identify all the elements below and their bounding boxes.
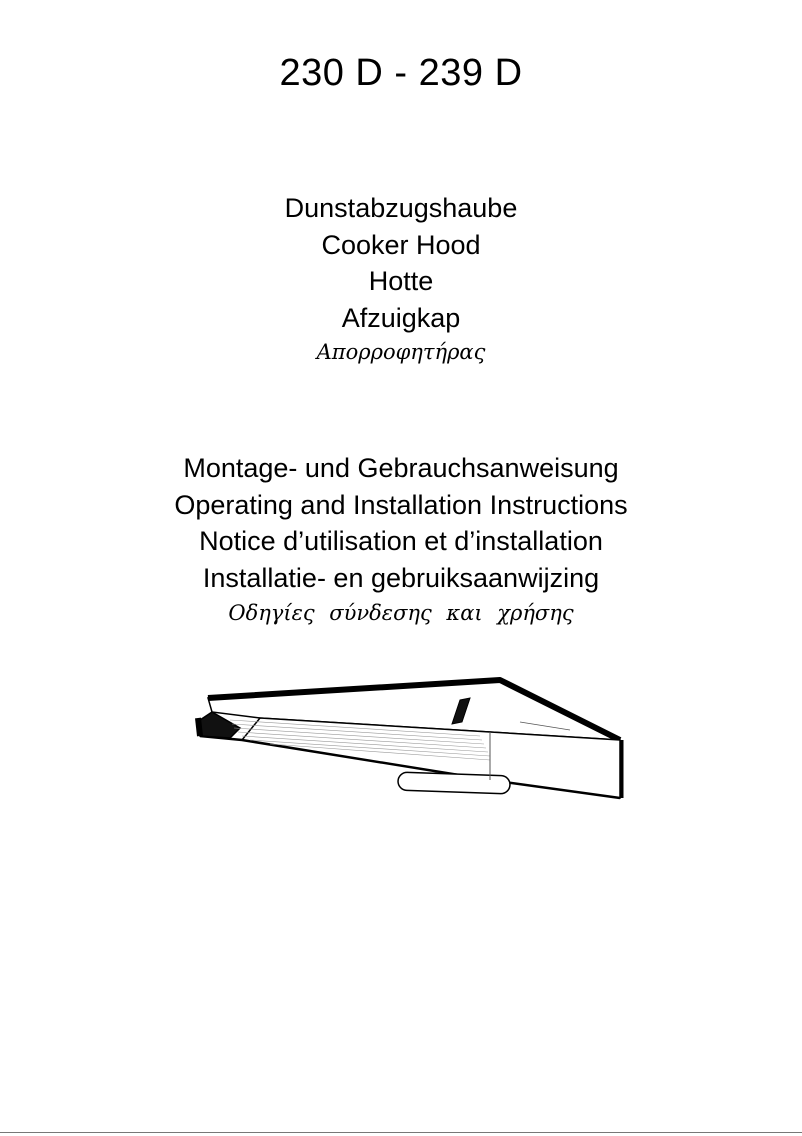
bottom-rule [0,1132,802,1133]
cooker-hood-illustration [190,670,630,810]
hood-left-end [200,712,240,738]
manual-title-dutch: Installatie- en gebruiksaanwijzing [202,562,600,593]
manual-title-english: Operating and Installation Instructions [174,489,628,520]
hood-light-window [398,772,511,794]
product-name-french: Hotte [368,266,434,296]
product-name-dutch: Afzuigkap [341,302,461,333]
product-name-english: Cooker Hood [321,229,481,260]
product-name-german: Dunstabzugshaube [284,193,518,223]
manual-title-greek: Οδηγίες σύνδεσης και χρήσης [228,601,574,625]
manual-titles-block [0,450,802,630]
manual-title-french: Notice d’utilisation et d’installation [199,526,603,556]
model-title: 230 D - 239 D [279,52,523,94]
product-names-block [0,190,802,368]
manual-title-german: Montage- und Gebrauchsanweisung [183,453,619,483]
product-name-greek: Απορροφητήρας [316,340,486,364]
